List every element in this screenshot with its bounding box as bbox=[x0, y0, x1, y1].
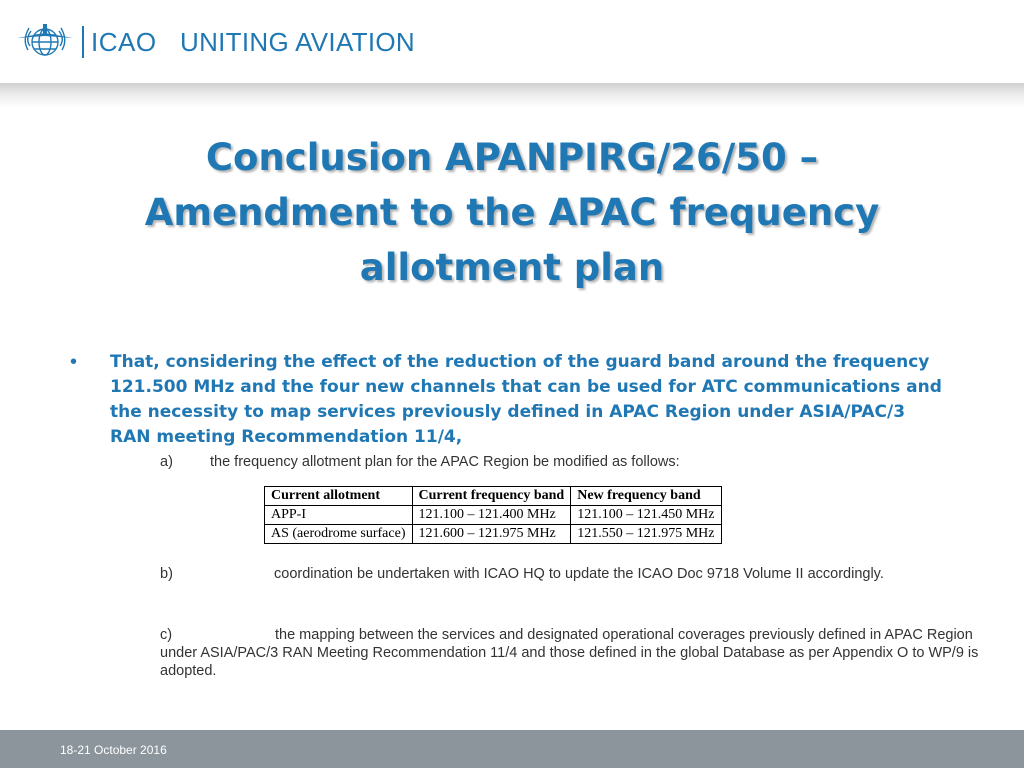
bullet-icon: • bbox=[70, 351, 78, 373]
item-c-label: c) bbox=[160, 627, 173, 643]
frequency-allotment-table bbox=[264, 486, 722, 544]
slide-footer bbox=[0, 730, 1024, 768]
item-a bbox=[160, 453, 920, 471]
item-b-label: b) bbox=[160, 566, 173, 582]
header-divider bbox=[82, 26, 84, 58]
table-header-cell: Current frequency band bbox=[412, 487, 571, 506]
slide-header bbox=[0, 0, 1024, 83]
item-b-text: coordination be undertaken with ICAO HQ to update the ICAO Doc 9718 Volume II accordingly. bbox=[274, 566, 884, 582]
table-cell: AS (aerodrome surface) bbox=[265, 525, 413, 544]
table-header-cell: Current allotment bbox=[265, 487, 413, 506]
table-cell: 121.100 – 121.450 MHz bbox=[571, 506, 721, 525]
table-header-row bbox=[265, 487, 722, 506]
title-line: Conclusion APANPIRG/26/50 – bbox=[205, 136, 819, 179]
slide-title bbox=[60, 130, 964, 295]
item-a-label: a) bbox=[160, 454, 173, 470]
brand-tagline: UNITING AVIATION bbox=[180, 27, 415, 57]
table-row bbox=[265, 506, 722, 525]
title-line: Amendment to the APAC frequency bbox=[144, 191, 880, 234]
table-header-cell: New frequency band bbox=[571, 487, 721, 506]
bullet-text: That, considering the effect of the reduction of the guard band around the frequency 121.500 MHz and the four new channels that can be used for ATC communications and the necessity to map services previously defined in APAC Region under ASIA/PAC/3 RAN meeting Recommendation 11/4, bbox=[110, 352, 942, 447]
table-row bbox=[265, 525, 722, 544]
title-line: allotment plan bbox=[359, 246, 665, 289]
footer-date: 18-21 October 2016 bbox=[60, 743, 167, 757]
item-c bbox=[160, 626, 980, 680]
table-cell: 121.100 – 121.400 MHz bbox=[412, 506, 571, 525]
table-cell: APP-I bbox=[265, 506, 413, 525]
item-b bbox=[160, 565, 920, 583]
table-cell: 121.550 – 121.975 MHz bbox=[571, 525, 721, 544]
header-shadow bbox=[0, 83, 1024, 108]
item-c-text: the mapping between the services and designated operational coverages previously defined in APAC Region under ASIA/PAC/3 RAN Meeting Recommendation 11/4 and those defined in the global Database as per Appendix O to WP/9 is adopted. bbox=[160, 627, 979, 679]
item-a-text: the frequency allotment plan for the APAC Region be modified as follows: bbox=[210, 454, 680, 470]
table-cell: 121.600 – 121.975 MHz bbox=[412, 525, 571, 544]
brand-name: ICAO bbox=[91, 27, 157, 57]
icao-emblem-icon bbox=[14, 16, 76, 66]
